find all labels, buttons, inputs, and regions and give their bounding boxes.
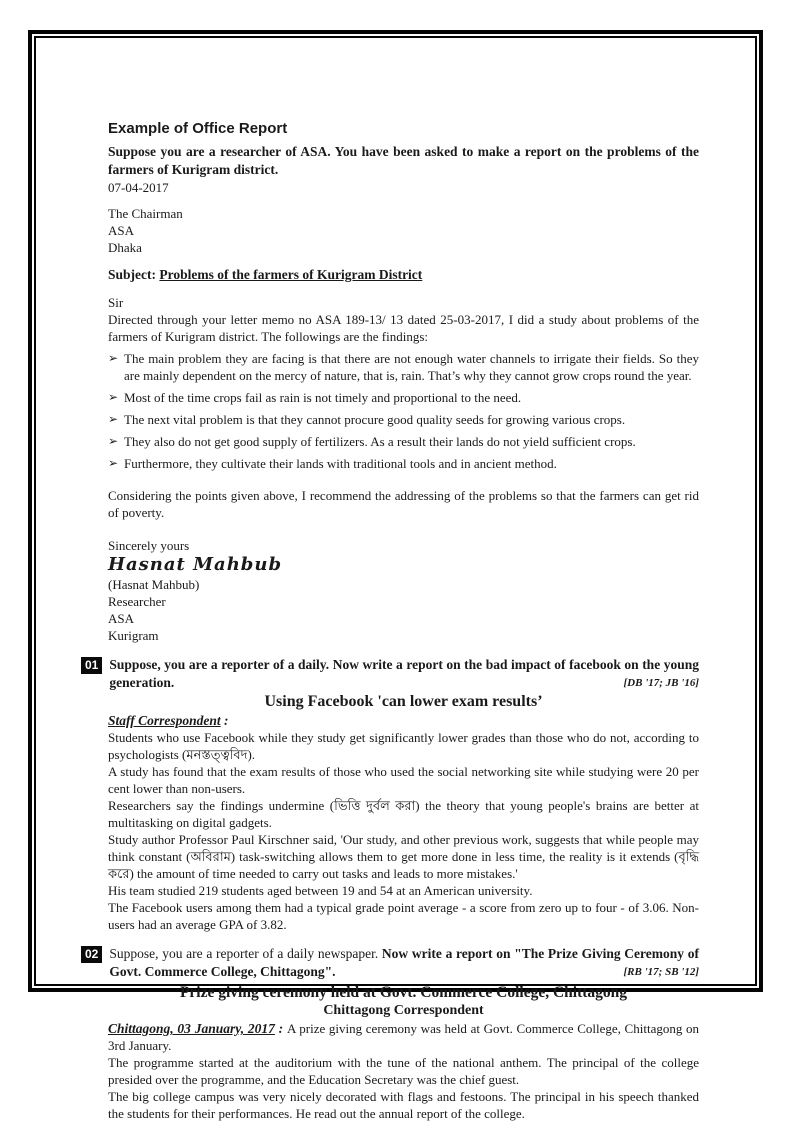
news-paragraph: His team studied 219 students aged between 19 and 54 at an American university. bbox=[108, 883, 533, 898]
dateline-colon: : bbox=[274, 1021, 287, 1036]
news-paragraph: Study author Professor Paul Kirschner said, 'Our study, and other previous work, suggests that while people may think constant (অবিরাম) task-switching allows them to get more done in less time, the reality is it extends (বৃদ্ধি করে) the amount of time needed to carry out tasks and leads to more mistakes.' bbox=[108, 832, 699, 881]
subject-text: Problems of the farmers of Kurigram District bbox=[159, 267, 423, 282]
arrow-bullet-icon: ➢ bbox=[108, 390, 119, 404]
office-report-section bbox=[108, 120, 699, 644]
news-paragraph: The Facebook users among them had a typical grade point average - a score from zero up to four - of 3.06. Non-users had an average GPA of 3.82. bbox=[108, 900, 699, 932]
news-2-body bbox=[108, 1020, 699, 1122]
address-line: ASA bbox=[108, 223, 135, 238]
page-content bbox=[36, 38, 755, 1121]
byline-colon: : bbox=[220, 713, 229, 728]
arrow-bullet-icon: ➢ bbox=[108, 351, 119, 365]
finding-item bbox=[108, 411, 699, 428]
arrow-bullet-icon: ➢ bbox=[108, 434, 119, 448]
staff-correspondent-byline bbox=[108, 712, 699, 729]
address-line: The Chairman bbox=[108, 206, 183, 221]
finding-item bbox=[108, 455, 699, 472]
findings-list bbox=[108, 350, 699, 472]
news-headline-1: Using Facebook 'can lower exam results’ bbox=[264, 693, 543, 710]
question-2-section bbox=[85, 945, 699, 1122]
subject-label: Subject: bbox=[108, 267, 160, 282]
address-line: Dhaka bbox=[108, 240, 142, 255]
finding-item bbox=[108, 389, 699, 406]
finding-text: Most of the time crops fail as rain is not timely and proportional to the need. bbox=[124, 390, 522, 405]
signatory-line: ASA bbox=[108, 611, 135, 626]
question-2-prompt bbox=[109, 945, 699, 981]
news-paragraph: A study has found that the exam results of those who used the social networking site while studying were 20 per cent lower than non-users. bbox=[108, 764, 699, 796]
address-block bbox=[108, 205, 699, 256]
signatory-line: (Hasnat Mahbub) bbox=[108, 577, 200, 592]
signatory-line: Researcher bbox=[108, 594, 166, 609]
question-number-badge: 02 bbox=[81, 946, 102, 963]
board-citation: [RB '17; SB '12] bbox=[618, 963, 699, 981]
question-2-prompt-bold: Now write a report on "The Prize Giving Ceremony of Govt. Commerce College, Chittagong". bbox=[109, 946, 699, 979]
lead-text: A prize giving ceremony was held at Govt. Commerce College, Chittagong on 3rd January. bbox=[108, 1021, 699, 1053]
salutation: Sir bbox=[108, 295, 124, 310]
news-paragraph: The programme started at the auditorium with the tune of the national anthem. The principal of the college presided over the programme, and the Education Secretary was the chief guest. bbox=[108, 1055, 699, 1087]
question-2-prompt-row bbox=[81, 945, 699, 981]
finding-text: They also do not get good supply of fertilizers. As a result their lands do not yield sufficient crops. bbox=[124, 434, 636, 449]
question-1-prompt-text: Suppose, you are a reporter of a daily. Now write a report on the bad impact of facebook on the young generation. bbox=[109, 657, 699, 690]
signoff: Sincerely yours bbox=[108, 538, 190, 553]
arrow-bullet-icon: ➢ bbox=[108, 412, 119, 426]
section-heading: Example of Office Report bbox=[108, 120, 288, 137]
subject-line bbox=[108, 267, 699, 283]
letter-body-intro bbox=[108, 294, 699, 345]
finding-text: The main problem they are facing is that there are not enough water channels to irrigate their fields. So they are mainly dependent on the mercy of nature, that is, rain. That’s why they cannot grow crops round the year. bbox=[124, 351, 699, 383]
news-paragraph: The big college campus was very nicely decorated with flags and festoons. The principal in his speech thanked the students for their performances. He read out the annual report of the college. bbox=[108, 1089, 699, 1121]
dateline: Chittagong, 03 January, 2017 bbox=[108, 1021, 275, 1036]
news-paragraph: Students who use Facebook while they study get significantly lower grades than those who do not, according to psychologists (মনস্তত্ত্ববিদ). bbox=[108, 730, 699, 762]
finding-item bbox=[108, 433, 699, 450]
question-number-badge: 01 bbox=[81, 657, 102, 674]
question-2-prompt-regular: Suppose, you are a reporter of a daily newspaper. bbox=[109, 946, 382, 961]
finding-text: Furthermore, they cultivate their lands with traditional tools and in ancient method. bbox=[124, 456, 557, 471]
finding-item bbox=[108, 350, 699, 384]
closing-paragraph: Considering the points given above, I recommend the addressing of the problems so that the farmers can get rid of poverty. bbox=[108, 488, 699, 520]
news-paragraph: Researchers say the findings undermine (ভিত্তি দুর্বল করা) the theory that young people's brains are better at multitasking on digital gadgets. bbox=[108, 798, 699, 830]
lead-paragraph bbox=[108, 1020, 699, 1054]
chittagong-correspondent-byline: Chittagong Correspondent bbox=[323, 1003, 484, 1018]
byline-text: Staff Correspondent bbox=[108, 713, 221, 728]
question-1-section bbox=[85, 656, 699, 933]
question-1-prompt bbox=[109, 656, 699, 692]
board-citation: [DB '17; JB '16] bbox=[618, 674, 699, 692]
question-1-prompt-row bbox=[81, 656, 699, 692]
report-date: 07-04-2017 bbox=[108, 180, 169, 195]
signatory-line: Kurigram bbox=[108, 628, 159, 643]
news-headline-2: Prize giving ceremony held at Govt. Commerce College, Chittagong bbox=[179, 984, 628, 1001]
intro-paragraph: Directed through your letter memo no ASA 189-13/ 13 dated 25-03-2017, I did a study about problems of the farmers of Kurigram district. The followings are the findings: bbox=[108, 312, 699, 344]
finding-text: The next vital problem is that they cannot procure good quality seeds for growing various crops. bbox=[124, 412, 626, 427]
signatory-block bbox=[108, 576, 699, 644]
report-prompt: Suppose you are a researcher of ASA. You have been asked to make a report on the problems of the farmers of Kurigram district. bbox=[108, 144, 699, 177]
arrow-bullet-icon: ➢ bbox=[108, 456, 119, 470]
news-1-body bbox=[108, 729, 699, 933]
handwritten-signature: Hasnat Mahbub bbox=[108, 554, 283, 575]
